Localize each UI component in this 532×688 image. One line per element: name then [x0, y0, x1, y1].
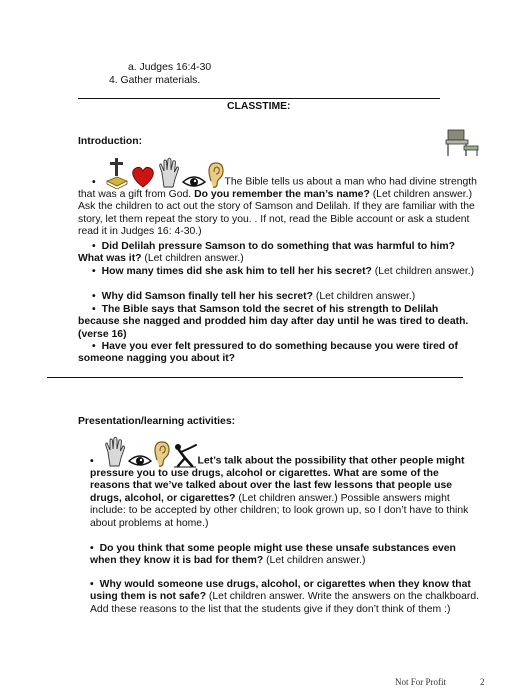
bullet: •	[90, 455, 94, 467]
bullet: •	[92, 341, 96, 352]
eye-icon	[128, 452, 152, 468]
intro-bullet-6: • Have you ever felt pressured to do something because you were tired of someone nagging you about it?	[78, 341, 458, 365]
hand-icon	[157, 157, 181, 189]
divider-top	[78, 98, 440, 99]
intro-icons	[105, 157, 225, 189]
bullet: •	[92, 176, 96, 188]
list-item-a: a. Judges 16:4-30	[128, 62, 212, 73]
presentation-bullet-2: • Do you think that some people might use these unsafe substances even when they know it is bad for them? (Let children answer.)	[90, 543, 456, 567]
intro-bullet-2: • Did Delilah pressure Samson to do something that was harmful to him? What was it? (Let children answer.)	[78, 241, 455, 265]
ear-icon	[207, 161, 225, 189]
presentation-heading: Presentation/learning activities:	[78, 416, 236, 427]
bullet: •	[92, 304, 96, 315]
heart-icon	[130, 165, 156, 189]
eye-icon	[182, 173, 206, 189]
list-item-4: 4. Gather materials.	[109, 75, 201, 86]
bullet: •	[92, 266, 96, 277]
page-number: 2	[480, 677, 485, 687]
classtime-heading: CLASSTIME:	[227, 101, 291, 112]
classroom-desk-icon	[444, 128, 480, 158]
bullet: •	[92, 241, 96, 252]
stretching-person-icon	[172, 442, 198, 468]
bullet: •	[92, 291, 96, 302]
presentation-bullet-1: • Let’s talk about the possibility that other people might pressure you to use drugs, alcohol or cigarettes. What are some of the reasons that we’ve talked about over the last few lessons that people use drugs, alcohol, or cigarettes? (Let children answer.) Possible answers might include: to be accepted by other children; to look grown up, so I don’t have to think about problems at home.)	[90, 436, 480, 530]
presentation-bullet-3: • Why would someone use drugs, alcohol, or cigarettes when they know that using them is not safe? (Let children answer. Write the answers on the chalkboard. Add these reasons to the list that the students give if they don’t think of them :)	[90, 579, 480, 615]
introduction-heading: Introduction:	[78, 136, 143, 147]
intro-bullet-1: • The Bible tells us about a man who had divine strength that was a gift from God. Do you remember the man’s name? (Let children answer.) Ask the children to act out the story of Samson and Delilah. If they are familiar with the story, let them repeat the story to you. . If not, read the Bible account or ask a student read it in Judges 16: 4-30.)	[78, 157, 478, 239]
divider-middle	[47, 377, 463, 378]
ear-icon	[153, 440, 171, 468]
hand-icon	[103, 436, 127, 468]
intro-bullet-4: • Why did Samson finally tell her his secret? (Let children answer.)	[92, 291, 416, 302]
presentation-icons	[103, 436, 198, 468]
intro-bullet-5: • The Bible says that Samson told the secret of his strength to Delilah because she nagged and prodded him day after day until he was tired to death. (verse 16)	[78, 304, 469, 340]
intro-bullet-3: • How many times did she ask him to tell her his secret? (Let children answer.)	[92, 266, 475, 277]
cross-bible-icon	[105, 157, 129, 189]
footer-text: Not For Profit	[395, 677, 447, 687]
bullet: •	[90, 543, 94, 554]
bullet: •	[90, 579, 94, 590]
